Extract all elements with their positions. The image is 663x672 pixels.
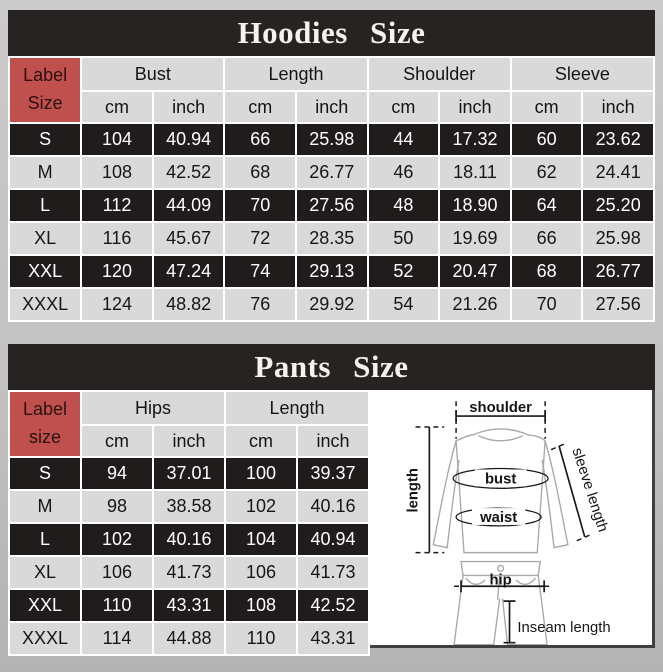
group-header-length: Length — [225, 58, 366, 90]
cm-value-cell: 64 — [512, 190, 582, 221]
sleeve-length-annotation — [551, 443, 611, 541]
unit-cm: cm — [369, 92, 439, 122]
inch-value-cell: 25.20 — [583, 190, 653, 221]
table-row — [10, 256, 653, 287]
cm-value-cell: 106 — [82, 557, 152, 588]
inch-value-cell: 37.01 — [154, 458, 224, 489]
cm-value-cell: 104 — [82, 124, 152, 155]
cm-value-cell: 98 — [82, 491, 152, 522]
inch-value-cell: 40.16 — [154, 524, 224, 555]
table-row — [10, 157, 653, 188]
waist-annotation — [456, 508, 541, 526]
cm-value-cell: 72 — [225, 223, 295, 254]
group-header-length: Length — [226, 392, 368, 424]
measurement-diagram-svg — [370, 390, 652, 645]
inch-value-cell: 45.67 — [154, 223, 224, 254]
cm-value-cell: 108 — [82, 157, 152, 188]
hoodies-table-body — [10, 124, 653, 320]
cm-value-cell: 116 — [82, 223, 152, 254]
inseam-length-label: Inseam length — [517, 619, 611, 636]
cm-value-cell: 68 — [225, 157, 295, 188]
unit-inch: inch — [440, 92, 510, 122]
group-header-sleeve: Sleeve — [512, 58, 653, 90]
cm-value-cell: 70 — [512, 289, 582, 320]
inch-value-cell: 44.09 — [154, 190, 224, 221]
table-row — [10, 223, 653, 254]
size-word: size — [28, 427, 61, 447]
pants-panel — [8, 344, 655, 656]
inch-value-cell: 25.98 — [297, 124, 367, 155]
pants-label-size-header — [10, 392, 80, 456]
unit-cm: cm — [512, 92, 582, 122]
table-row — [10, 524, 368, 555]
inch-value-cell: 19.69 — [440, 223, 510, 254]
size-label-cell: XL — [10, 223, 80, 254]
inch-value-cell: 48.82 — [154, 289, 224, 320]
size-label-cell: XXL — [10, 256, 80, 287]
cm-value-cell: 94 — [82, 458, 152, 489]
hoodie-outline-drawing — [433, 429, 568, 553]
inch-value-cell: 39.37 — [298, 458, 368, 489]
cm-value-cell: 70 — [225, 190, 295, 221]
cm-value-cell: 44 — [369, 124, 439, 155]
inch-value-cell: 43.31 — [298, 623, 368, 654]
cm-value-cell: 48 — [369, 190, 439, 221]
hoodies-title: Hoodies Size — [8, 10, 655, 56]
cm-value-cell: 66 — [512, 223, 582, 254]
table-row — [10, 590, 368, 621]
hoodies-units-row — [10, 92, 653, 122]
size-label-cell: XXXL — [10, 289, 80, 320]
size-label-cell: M — [10, 157, 80, 188]
inch-value-cell: 47.24 — [154, 256, 224, 287]
inch-value-cell: 25.98 — [583, 223, 653, 254]
unit-cm: cm — [82, 92, 152, 122]
size-label-cell: S — [10, 458, 80, 489]
inch-value-cell: 23.62 — [583, 124, 653, 155]
hip-label: hip — [489, 572, 512, 589]
cm-value-cell: 100 — [226, 458, 296, 489]
inch-value-cell: 38.58 — [154, 491, 224, 522]
hoodies-label-size-header — [10, 58, 80, 122]
shoulder-label: shoulder — [469, 400, 532, 417]
inch-value-cell: 28.35 — [297, 223, 367, 254]
inch-value-cell: 41.73 — [154, 557, 224, 588]
table-row — [10, 491, 368, 522]
panel-gap — [8, 322, 655, 344]
inch-value-cell: 40.16 — [298, 491, 368, 522]
cm-value-cell: 120 — [82, 256, 152, 287]
hoodies-panel — [8, 10, 655, 322]
inch-value-cell: 27.56 — [583, 289, 653, 320]
cm-value-cell: 76 — [225, 289, 295, 320]
inch-value-cell: 44.88 — [154, 623, 224, 654]
size-label-cell: M — [10, 491, 80, 522]
inch-value-cell: 18.90 — [440, 190, 510, 221]
unit-cm: cm — [226, 426, 296, 456]
cm-value-cell: 102 — [226, 491, 296, 522]
sleeve-length-label: sleeve length — [568, 446, 611, 535]
inch-value-cell: 40.94 — [298, 524, 368, 555]
cm-value-cell: 66 — [225, 124, 295, 155]
group-header-bust: Bust — [82, 58, 223, 90]
label-word: Label — [22, 399, 68, 420]
inch-value-cell: 17.32 — [440, 124, 510, 155]
pants-title: Pants Size — [8, 344, 655, 390]
inch-value-cell: 41.73 — [298, 557, 368, 588]
pants-table-body — [10, 458, 368, 654]
cm-value-cell: 102 — [82, 524, 152, 555]
size-label-cell: L — [10, 524, 80, 555]
cm-value-cell: 68 — [512, 256, 582, 287]
hoodies-group-header-row — [10, 58, 653, 90]
hoodies-table — [8, 56, 655, 322]
table-row — [10, 557, 368, 588]
size-word: Size — [27, 93, 63, 113]
pants-body — [8, 390, 655, 656]
size-label-cell: L — [10, 190, 80, 221]
cm-value-cell: 112 — [82, 190, 152, 221]
cm-value-cell: 60 — [512, 124, 582, 155]
size-label-cell: S — [10, 124, 80, 155]
inch-value-cell: 20.47 — [440, 256, 510, 287]
pants-group-header-row — [10, 392, 368, 424]
inch-value-cell: 26.77 — [583, 256, 653, 287]
cm-value-cell: 124 — [82, 289, 152, 320]
table-row — [10, 124, 653, 155]
unit-inch: inch — [298, 426, 368, 456]
group-header-shoulder: Shoulder — [369, 58, 510, 90]
unit-inch: inch — [583, 92, 653, 122]
measurement-diagram — [370, 390, 655, 648]
cm-value-cell: 52 — [369, 256, 439, 287]
size-chart-page — [8, 10, 655, 656]
unit-inch: inch — [154, 92, 224, 122]
unit-inch: inch — [154, 426, 224, 456]
inch-value-cell: 42.52 — [154, 157, 224, 188]
unit-cm: cm — [82, 426, 152, 456]
cm-value-cell: 110 — [226, 623, 296, 654]
inch-value-cell: 29.13 — [297, 256, 367, 287]
bust-annotation — [453, 469, 548, 489]
inch-value-cell: 42.52 — [298, 590, 368, 621]
table-row — [10, 289, 653, 320]
cm-value-cell: 46 — [369, 157, 439, 188]
size-label-cell: XXXL — [10, 623, 80, 654]
cm-value-cell: 114 — [82, 623, 152, 654]
size-label-cell: XXL — [10, 590, 80, 621]
cm-value-cell: 50 — [369, 223, 439, 254]
inch-value-cell: 18.11 — [440, 157, 510, 188]
label-word: Label — [23, 65, 68, 86]
inch-value-cell: 29.92 — [297, 289, 367, 320]
table-row — [10, 623, 368, 654]
cm-value-cell: 110 — [82, 590, 152, 621]
inch-value-cell: 27.56 — [297, 190, 367, 221]
cm-value-cell: 106 — [226, 557, 296, 588]
unit-inch: inch — [297, 92, 367, 122]
length-label: length — [405, 468, 422, 513]
inch-value-cell: 40.94 — [154, 124, 224, 155]
group-header-hips: Hips — [82, 392, 224, 424]
table-row — [10, 190, 653, 221]
size-label-cell: XL — [10, 557, 80, 588]
cm-value-cell: 104 — [226, 524, 296, 555]
table-row — [10, 458, 368, 489]
inch-value-cell: 26.77 — [297, 157, 367, 188]
cm-value-cell: 108 — [226, 590, 296, 621]
cm-value-cell: 54 — [369, 289, 439, 320]
inch-value-cell: 21.26 — [440, 289, 510, 320]
unit-cm: cm — [225, 92, 295, 122]
pants-table — [8, 390, 370, 656]
cm-value-cell: 74 — [225, 256, 295, 287]
inch-value-cell: 24.41 — [583, 157, 653, 188]
inch-value-cell: 43.31 — [154, 590, 224, 621]
inseam-annotation — [504, 601, 611, 643]
cm-value-cell: 62 — [512, 157, 582, 188]
length-annotation — [405, 427, 444, 553]
bust-label: bust — [484, 471, 517, 488]
waist-label: waist — [480, 509, 518, 526]
shoulder-annotation — [456, 399, 545, 439]
